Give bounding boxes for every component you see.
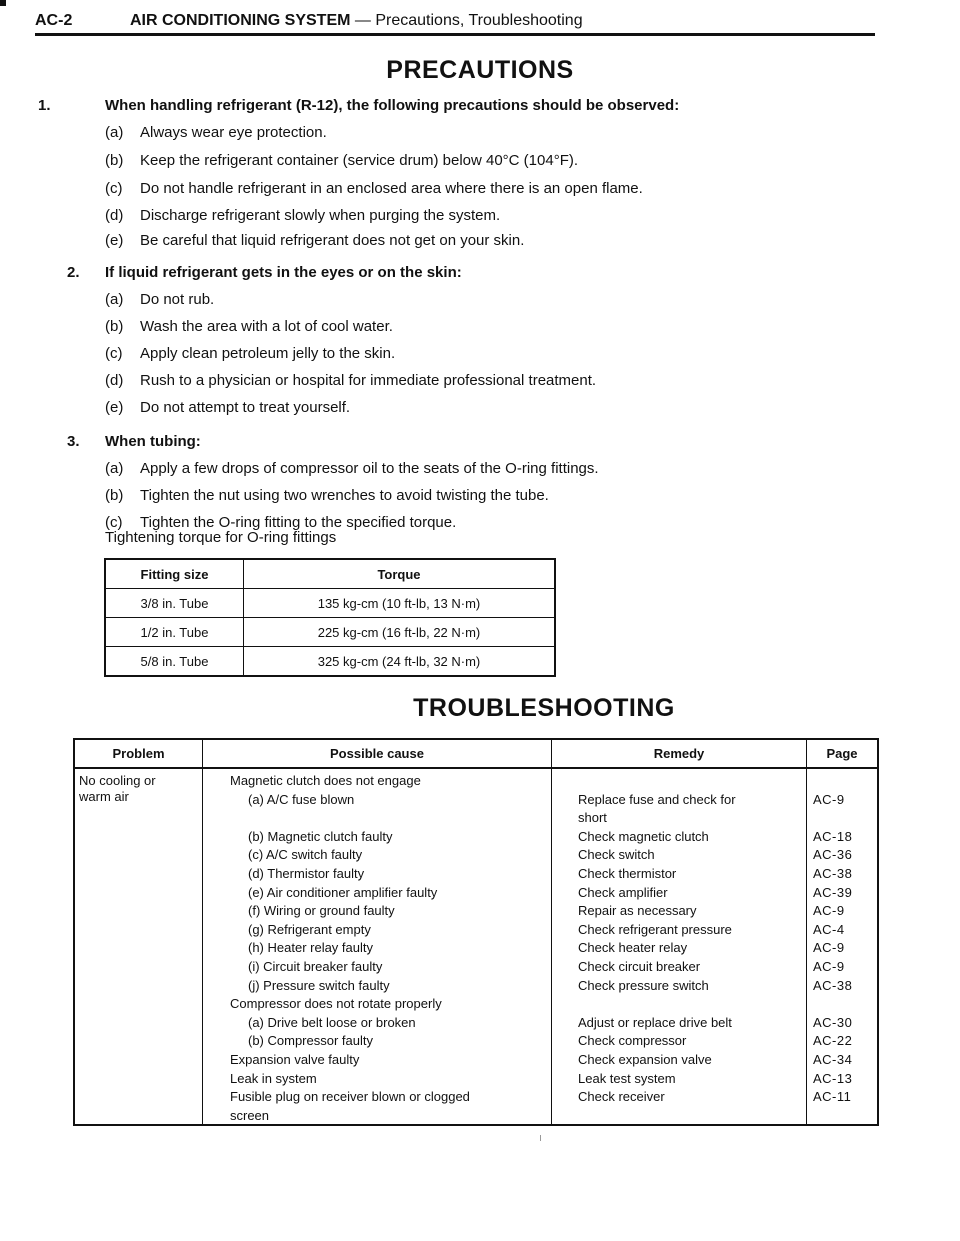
sub-label: (c) xyxy=(105,345,123,362)
remedy-line: Check switch xyxy=(578,847,655,863)
column-divider xyxy=(806,740,807,1124)
problem-line: warm air xyxy=(79,789,129,804)
sub-text: Be careful that liquid refrigerant does not get on your skin. xyxy=(140,232,525,249)
page-ref: AC-39 xyxy=(813,884,853,900)
troubleshooting-header-row xyxy=(75,740,877,769)
sub-label: (a) xyxy=(105,291,124,308)
torque-table xyxy=(104,558,556,677)
remedy-line: Check magnetic clutch xyxy=(578,828,709,844)
torque-cell: 325 kg-cm (24 ft-lb, 32 N·m) xyxy=(244,647,556,677)
remedy-line: Check expansion valve xyxy=(578,1051,712,1067)
sub-label: (c) xyxy=(105,180,123,197)
header-system: AIR CONDITIONING SYSTEM xyxy=(130,12,351,29)
sub-text: Tighten the O-ring fitting to the specified torque. xyxy=(140,514,457,531)
sub-label: (b) xyxy=(105,318,124,335)
col-possible-cause: Possible cause xyxy=(330,746,424,761)
problem-cell xyxy=(79,773,156,805)
remedy-line: Leak test system xyxy=(578,1070,676,1086)
cause-line: Fusible plug on receiver blown or clogged xyxy=(230,1089,470,1105)
torque-cell: 135 kg-cm (10 ft-lb, 13 N·m) xyxy=(244,589,556,618)
page-ref: AC-4 xyxy=(813,921,845,937)
sub-label: (e) xyxy=(105,399,124,416)
page-ref: AC-18 xyxy=(813,828,853,844)
item-heading-text: If liquid refrigerant gets in the eyes or on the skin: xyxy=(105,264,462,281)
page-ref: AC-38 xyxy=(813,865,853,881)
sub-text: Do not handle refrigerant in an enclosed area where there is an open flame. xyxy=(140,180,643,197)
cause-line: (e) Air conditioner amplifier faulty xyxy=(248,884,438,900)
remedy-line: Check thermistor xyxy=(578,865,677,881)
cause-line: (b) Compressor faulty xyxy=(248,1033,373,1049)
page-code: AC-2 xyxy=(35,12,73,29)
remedy-line: Check amplifier xyxy=(578,884,668,900)
cause-line: (h) Heater relay faulty xyxy=(248,940,373,956)
sub-text: Tighten the nut using two wrenches to avoid twisting the tube. xyxy=(140,487,549,504)
sub-text: Discharge refrigerant slowly when purging the system. xyxy=(140,207,501,224)
remedy-line: Check pressure switch xyxy=(578,977,709,993)
cause-line: (g) Refrigerant empty xyxy=(248,921,371,937)
page-ref xyxy=(813,995,852,1014)
page-ref: AC-11 xyxy=(813,1089,852,1105)
item-number: 3. xyxy=(67,433,80,450)
page-ref xyxy=(813,1107,852,1126)
remedy-line: Repair as necessary xyxy=(578,903,697,919)
cause-line: screen xyxy=(230,1107,270,1123)
sub-text: Apply clean petroleum jelly to the skin. xyxy=(140,345,396,362)
cause-line: (i) Circuit breaker faulty xyxy=(248,958,383,974)
remedy-line: Replace fuse and check for xyxy=(578,791,736,807)
precautions-title: PRECAUTIONS xyxy=(386,56,574,84)
precaution-item-1-heading xyxy=(38,97,838,117)
item-number: 1. xyxy=(38,97,51,114)
sub-label: (e) xyxy=(105,232,124,249)
page-ref: AC-34 xyxy=(813,1051,853,1067)
sub-label: (a) xyxy=(105,124,124,141)
col-problem: Problem xyxy=(112,746,165,761)
sub-label: (a) xyxy=(105,460,124,477)
item-number: 2. xyxy=(67,264,80,281)
remedy-line: short xyxy=(578,810,607,826)
remedy-line xyxy=(578,772,736,791)
sub-label: (b) xyxy=(105,487,124,504)
item-heading-text: When tubing: xyxy=(105,433,201,450)
page-ref: AC-36 xyxy=(813,847,853,863)
cause-line: (f) Wiring or ground faulty xyxy=(248,903,395,919)
remedy-column xyxy=(578,772,736,1125)
remedy-line: Check circuit breaker xyxy=(578,958,701,974)
cause-line: Leak in system xyxy=(230,1070,317,1086)
scan-corner-mark xyxy=(0,0,6,6)
table-row xyxy=(105,618,555,647)
page-ref: AC-9 xyxy=(813,791,845,807)
sub-label: (d) xyxy=(105,372,124,389)
table-row xyxy=(105,647,555,677)
cause-line xyxy=(230,809,470,828)
col-page: Page xyxy=(826,746,858,761)
fitting-size-cell: 1/2 in. Tube xyxy=(105,618,244,647)
cause-line: Magnetic clutch does not engage xyxy=(230,773,421,788)
problem-line: No cooling or xyxy=(79,773,156,788)
page-ref: AC-9 xyxy=(813,940,845,956)
remedy-line: Check compressor xyxy=(578,1033,687,1049)
remedy-line xyxy=(578,1107,736,1126)
torque-cell: 225 kg-cm (16 ft-lb, 22 N·m) xyxy=(244,618,556,647)
fitting-size-cell: 5/8 in. Tube xyxy=(105,647,244,677)
remedy-line xyxy=(578,995,736,1014)
sub-label: (b) xyxy=(105,152,124,169)
remedy-line: Check heater relay xyxy=(578,940,688,956)
fitting-size-cell: 3/8 in. Tube xyxy=(105,589,244,618)
col-remedy: Remedy xyxy=(653,746,705,761)
column-divider xyxy=(202,740,203,1124)
troubleshooting-title: TROUBLESHOOTING xyxy=(413,694,675,722)
sub-label: (c) xyxy=(105,514,123,531)
scan-speck xyxy=(540,1135,541,1141)
cause-line: (b) Magnetic clutch faulty xyxy=(248,828,393,844)
page-column xyxy=(813,772,852,1125)
page-ref: AC-22 xyxy=(813,1033,853,1049)
sub-text: Do not attempt to treat yourself. xyxy=(140,399,351,416)
column-divider xyxy=(551,740,552,1124)
item-heading-text: When handling refrigerant (R-12), the following precautions should be observed: xyxy=(105,97,680,114)
page-ref xyxy=(813,809,852,828)
page-ref: AC-9 xyxy=(813,958,845,974)
page-ref: AC-38 xyxy=(813,977,853,993)
cause-column xyxy=(230,772,470,1125)
remedy-line: Check refrigerant pressure xyxy=(578,921,732,937)
cause-line: (a) A/C fuse blown xyxy=(248,791,355,807)
remedy-line: Check receiver xyxy=(578,1089,665,1105)
cause-line: (d) Thermistor faulty xyxy=(248,865,365,881)
header-title xyxy=(130,12,583,30)
sub-text: Apply a few drops of compressor oil to the seats of the O-ring fittings. xyxy=(140,460,599,477)
remedy-line: Adjust or replace drive belt xyxy=(578,1014,732,1030)
page-ref xyxy=(813,772,852,791)
col-torque: Torque xyxy=(244,559,556,589)
cause-line: (a) Drive belt loose or broken xyxy=(248,1014,416,1030)
cause-line: (j) Pressure switch faulty xyxy=(248,977,390,993)
cause-line: (c) A/C switch faulty xyxy=(248,847,363,863)
sub-text: Wash the area with a lot of cool water. xyxy=(140,318,393,335)
precaution-item-2-heading xyxy=(67,264,867,284)
sub-text: Rush to a physician or hospital for immediate professional treatment. xyxy=(140,372,597,389)
sub-label: (d) xyxy=(105,207,124,224)
table-row xyxy=(105,589,555,618)
cause-line: Compressor does not rotate properly xyxy=(230,996,442,1012)
header-subtitle: — Precautions, Troubleshooting xyxy=(354,12,583,29)
sub-text: Always wear eye protection. xyxy=(140,124,327,141)
page-header xyxy=(35,8,873,36)
sub-text: Do not rub. xyxy=(140,291,215,308)
page-ref: AC-9 xyxy=(813,903,845,919)
troubleshooting-table xyxy=(73,738,879,1126)
precaution-item-3-heading xyxy=(67,433,867,453)
torque-header-row xyxy=(105,559,555,589)
sub-text: Keep the refrigerant container (service drum) below 40°C (104°F). xyxy=(140,152,579,169)
page-ref: AC-30 xyxy=(813,1014,853,1030)
col-fitting-size: Fitting size xyxy=(105,559,244,589)
page-ref: AC-13 xyxy=(813,1070,853,1086)
cause-line: Expansion valve faulty xyxy=(230,1051,360,1067)
torque-caption: Tightening torque for O-ring fittings xyxy=(105,529,337,546)
header-rule xyxy=(35,33,875,36)
